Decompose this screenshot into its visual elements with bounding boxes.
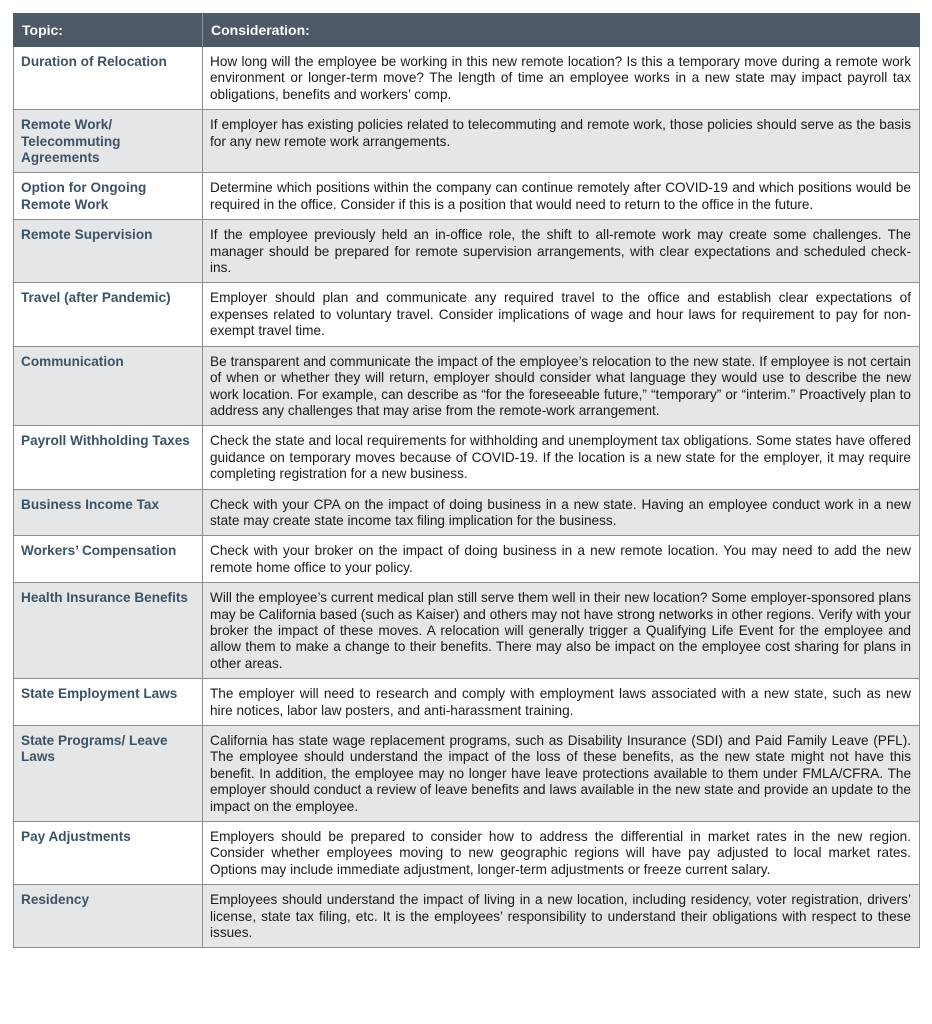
topic-cell: Health Insurance Benefits (14, 583, 203, 679)
topic-cell: Pay Adjustments (14, 822, 203, 885)
consideration-column-header: Consideration: (203, 14, 920, 47)
topic-cell: Payroll Withholding Taxes (14, 426, 203, 489)
consideration-cell: If the employee previously held an in-office role, the shift to all-remote work may create some challenges. The manager should be prepared for remote supervision arrangements, with clear expectations and scheduled check-ins. (203, 220, 920, 283)
table-row-business-income-tax (14, 489, 920, 536)
consideration-cell: Check the state and local requirements for withholding and unemployment tax obligations. Some states have offered guidance on temporary moves because of COVID-19. If the location is a new state for the employer, it may require completing registration for a new business. (203, 426, 920, 489)
consideration-cell: Employer should plan and communicate any required travel to the office and establish clear expectations of expenses related to voluntary travel. Consider implications of wage and hour laws for requirement to pay for non-exempt travel time. (203, 283, 920, 346)
table-row-payroll-withholding (14, 426, 920, 489)
consideration-cell: Check with your CPA on the impact of doing business in a new state. Having an employee conduct work in a new state may create state income tax filing implication for the business. (203, 489, 920, 536)
table-row-duration-of-relocation (14, 47, 920, 110)
table-row-state-programs-leave (14, 726, 920, 822)
consideration-cell: Be transparent and communicate the impact of the employee’s relocation to the new state. If employee is not certain of when or whether they will return, employer should consider what language they would use to describe the new work location. For example, can describe as “for the foreseeable future,” “temporary” or “interim.” Proactively plan to address any challenges that may arise from the remote-work arrangement. (203, 346, 920, 426)
consideration-cell: Determine which positions within the company can continue remotely after COVID-19 and which positions would be required in the office. Consider if this is a position that would need to return to the office in the future. (203, 173, 920, 220)
topic-cell: Workers’ Compensation (14, 536, 203, 583)
table-body (14, 47, 920, 948)
topic-cell: Option for Ongoing Remote Work (14, 173, 203, 220)
table-row-pay-adjustments (14, 822, 920, 885)
table-row-health-insurance (14, 583, 920, 679)
topic-cell: State Programs/ Leave Laws (14, 726, 203, 822)
header-row (14, 14, 920, 47)
consideration-cell: California has state wage replacement programs, such as Disability Insurance (SDI) and Paid Family Leave (PFL). The employee should understand the impact of the loss of these benefits, as the new state might not have this benefit. In addition, the employee may no longer have leave protections available to them under FMLA/CFRA. The employer should conduct a review of leave benefits and laws available in the new state and provide an update to the impact on the employee. (203, 726, 920, 822)
consideration-cell: The employer will need to research and comply with employment laws associated with a new state, such as new hire notices, labor law posters, and anti-harassment training. (203, 679, 920, 726)
topic-column-header: Topic: (14, 14, 203, 47)
table-row-remote-supervision (14, 220, 920, 283)
consideration-cell: If employer has existing policies related to telecommuting and remote work, those policies should serve as the basis for any new remote work arrangements. (203, 110, 920, 173)
table-row-residency (14, 885, 920, 948)
table-row-ongoing-remote-work (14, 173, 920, 220)
consideration-cell: How long will the employee be working in this new remote location? Is this a temporary move during a remote work environment or longer-term move? The length of time an employee works in a new state may impact payroll tax obligations, benefits and workers’ comp. (203, 47, 920, 110)
relocation-considerations-table-wrapper (13, 13, 919, 948)
consideration-cell: Employees should understand the impact of living in a new location, including residency, voter registration, drivers’ license, state tax filing, etc. It is the employees’ responsibility to understand their obligations with respect to these issues. (203, 885, 920, 948)
table-row-workers-compensation (14, 536, 920, 583)
topic-cell: Residency (14, 885, 203, 948)
table-header (14, 14, 920, 47)
table-row-communication (14, 346, 920, 426)
topic-cell: Duration of Relocation (14, 47, 203, 110)
consideration-cell: Check with your broker on the impact of doing business in a new remote location. You may need to add the new remote home office to your policy. (203, 536, 920, 583)
topic-cell: Business Income Tax (14, 489, 203, 536)
table-row-travel (14, 283, 920, 346)
topic-cell: Travel (after Pandemic) (14, 283, 203, 346)
topic-cell: Communication (14, 346, 203, 426)
table-row-state-employment-laws (14, 679, 920, 726)
relocation-considerations-table (13, 13, 920, 948)
consideration-cell: Will the employee’s current medical plan still serve them well in their new location? Some employer-sponsored plans may be California based (such as Kaiser) and others may not have strong networks in other regions. Verify with your broker the impact of these moves. A relocation will generally trigger a Qualifying Life Event for the employee and allow them to make a change to their benefits. There may also be impact on the employee cost sharing for plans in other areas. (203, 583, 920, 679)
topic-cell: Remote Work/ Telecommuting Agreements (14, 110, 203, 173)
topic-cell: Remote Supervision (14, 220, 203, 283)
topic-cell: State Employment Laws (14, 679, 203, 726)
consideration-cell: Employers should be prepared to consider how to address the differential in market rates in the new region. Consider whether employees moving to new geographic regions will have pay adjusted to local market rates. Options may include immediate adjustment, longer-term adjustments or freeze current salary. (203, 822, 920, 885)
table-row-remote-work-agreements (14, 110, 920, 173)
